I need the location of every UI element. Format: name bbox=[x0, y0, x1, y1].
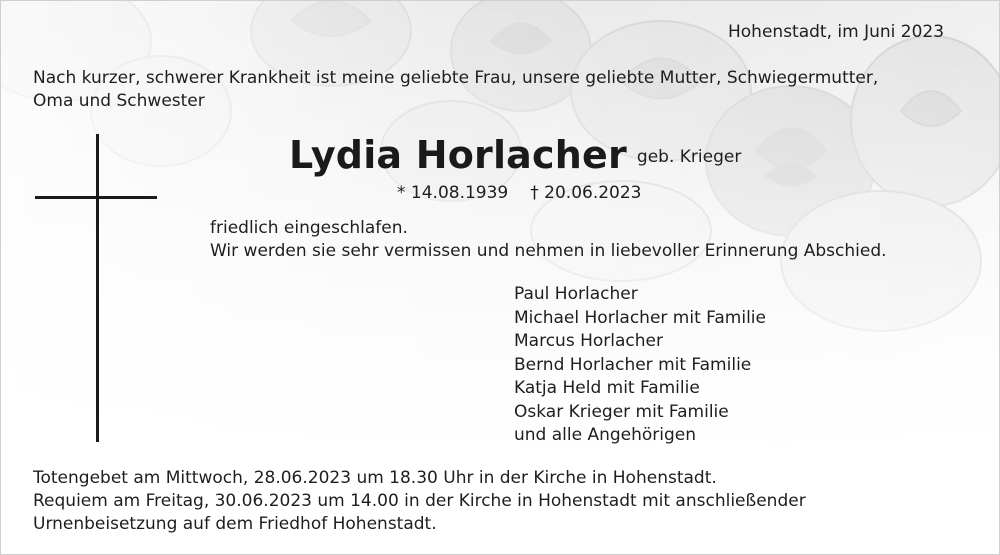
life-dates bbox=[397, 182, 642, 205]
service-line: Urnenbeisetzung auf dem Friedhof Hohenstadt. bbox=[33, 514, 437, 534]
mourner-item: Bernd Horlacher mit Familie bbox=[514, 354, 752, 375]
intro-line: Oma und Schwester bbox=[33, 91, 205, 111]
mourner-item: Michael Horlacher mit Familie bbox=[514, 307, 766, 328]
intro-line: Nach kurzer, schwerer Krankheit ist meine geliebte Frau, unsere geliebte Mutter, Schwiegermutter, bbox=[33, 68, 879, 88]
deceased-name-block bbox=[289, 133, 741, 177]
cross-horizontal-bar bbox=[35, 196, 157, 199]
services-text bbox=[33, 467, 806, 536]
service-line: Totengebet am Mittwoch, 28.06.2023 um 18.30 Uhr in der Kirche in Hohenstadt. bbox=[33, 468, 717, 488]
passing-line: friedlich eingeschlafen. bbox=[210, 218, 408, 238]
place-date: Hohenstadt, im Juni 2023 bbox=[728, 22, 945, 42]
cross-vertical-bar bbox=[96, 134, 99, 442]
mourner-item: und alle Angehörigen bbox=[514, 425, 697, 445]
mourner-item: Katja Held mit Familie bbox=[514, 378, 700, 398]
mourner-item: Marcus Horlacher bbox=[514, 331, 663, 351]
service-line: Requiem am Freitag, 30.06.2023 um 14.00 in der Kirche in Hohenstadt mit anschließender bbox=[33, 491, 806, 511]
death-date: † 20.06.2023 bbox=[530, 183, 642, 203]
cross-icon bbox=[35, 134, 157, 442]
mourner-item: Paul Horlacher bbox=[514, 284, 638, 304]
deceased-name: Lydia Horlacher bbox=[289, 133, 627, 177]
mourners-list bbox=[514, 283, 766, 448]
passing-text bbox=[210, 217, 887, 263]
intro-text bbox=[33, 67, 878, 113]
birth-date: * 14.08.1939 bbox=[397, 183, 509, 203]
birth-name: geb. Krieger bbox=[636, 147, 742, 167]
mourner-item: Oskar Krieger mit Familie bbox=[514, 401, 729, 422]
passing-line: Wir werden sie sehr vermissen und nehmen in liebevoller Erinnerung Abschied. bbox=[210, 241, 887, 261]
